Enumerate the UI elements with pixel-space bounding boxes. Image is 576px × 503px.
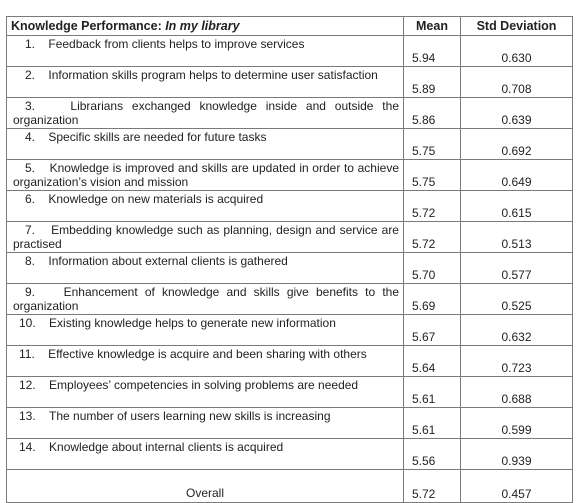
item-number: 7. — [25, 223, 36, 237]
item-text: The number of users learning new skills is increasing — [49, 409, 331, 423]
knowledge-performance-table — [6, 16, 573, 503]
item-number: 9. — [25, 285, 36, 299]
table-row — [7, 191, 573, 222]
item-text: Knowledge about internal clients is acquired — [49, 440, 284, 454]
item-text: Knowledge on new materials is acquired — [48, 192, 264, 206]
item-text: Effective knowledge is acquire and been sharing with others — [48, 347, 367, 361]
item-statement-text — [13, 68, 399, 82]
item-number: 8. — [25, 254, 36, 268]
item-std-deviation: 0.632 — [461, 315, 573, 346]
item-statement-text — [13, 161, 399, 189]
item-statement — [7, 408, 404, 439]
table-row — [7, 377, 573, 408]
item-text: Embedding knowledge such as planning, design and service are practised — [13, 223, 399, 251]
item-statement — [7, 315, 404, 346]
item-statement — [7, 67, 404, 98]
item-std-deviation: 0.630 — [461, 36, 573, 67]
item-std-deviation: 0.688 — [461, 377, 573, 408]
item-std-deviation: 0.692 — [461, 129, 573, 160]
table-row — [7, 160, 573, 191]
item-mean: 5.70 — [404, 253, 461, 284]
item-statement-text — [13, 254, 399, 268]
header-mean: Mean — [404, 17, 461, 36]
item-number: 6. — [25, 192, 36, 206]
item-statement — [7, 377, 404, 408]
item-mean: 5.89 — [404, 67, 461, 98]
item-statement — [7, 439, 404, 470]
item-std-deviation: 0.615 — [461, 191, 573, 222]
item-text: Librarians exchanged knowledge inside and outside the organization — [13, 99, 399, 127]
item-statement-text — [13, 130, 399, 144]
item-text: Specific skills are needed for future tasks — [48, 130, 267, 144]
item-number: 11. — [19, 347, 35, 361]
table-row — [7, 284, 573, 315]
item-number: 5. — [25, 161, 36, 175]
item-mean: 5.67 — [404, 315, 461, 346]
item-statement-text — [13, 378, 399, 392]
item-statement-text — [13, 99, 399, 127]
item-statement-text — [13, 192, 399, 206]
overall-row — [7, 470, 573, 503]
item-statement-text — [13, 285, 399, 313]
item-mean: 5.86 — [404, 98, 461, 129]
overall-std-deviation: 0.457 — [461, 470, 573, 503]
table-row — [7, 408, 573, 439]
item-std-deviation: 0.525 — [461, 284, 573, 315]
item-text: Feedback from clients helps to improve services — [48, 37, 305, 51]
table-row — [7, 222, 573, 253]
item-std-deviation: 0.723 — [461, 346, 573, 377]
item-statement-text — [13, 37, 399, 51]
item-statement — [7, 284, 404, 315]
item-mean: 5.94 — [404, 36, 461, 67]
item-mean: 5.61 — [404, 377, 461, 408]
item-std-deviation: 0.708 — [461, 67, 573, 98]
overall-mean: 5.72 — [404, 470, 461, 503]
item-std-deviation: 0.513 — [461, 222, 573, 253]
item-number: 2. — [25, 68, 36, 82]
table-row — [7, 253, 573, 284]
item-text: Enhancement of knowledge and skills give benefits to the organization — [13, 285, 400, 313]
item-number: 14. — [19, 440, 36, 454]
item-statement — [7, 36, 404, 67]
item-number: 1. — [25, 37, 36, 51]
table-row — [7, 98, 573, 129]
item-statement — [7, 191, 404, 222]
results-table-container — [6, 16, 573, 503]
item-mean: 5.61 — [404, 408, 461, 439]
item-number: 12. — [19, 378, 36, 392]
item-text: Existing knowledge helps to generate new information — [49, 316, 336, 330]
item-std-deviation: 0.577 — [461, 253, 573, 284]
header-std-deviation: Std Deviation — [461, 17, 573, 36]
table-row — [7, 315, 573, 346]
item-number: 3. — [25, 99, 36, 113]
item-statement-text — [13, 347, 399, 361]
item-mean: 5.75 — [404, 160, 461, 191]
item-std-deviation: 0.649 — [461, 160, 573, 191]
header-title-plain: Knowledge Performance: — [11, 19, 166, 33]
item-mean: 5.56 — [404, 439, 461, 470]
item-mean: 5.64 — [404, 346, 461, 377]
item-statement-text — [13, 409, 399, 423]
item-statement-text — [13, 223, 399, 251]
item-text: Employees’ competencies in solving problems are needed — [49, 378, 359, 392]
item-number: 13. — [19, 409, 36, 423]
table-row — [7, 439, 573, 470]
item-statement — [7, 98, 404, 129]
item-text: Information about external clients is gathered — [48, 254, 288, 268]
table-row — [7, 67, 573, 98]
table-row — [7, 36, 573, 67]
item-std-deviation: 0.599 — [461, 408, 573, 439]
header-knowledge-performance — [7, 17, 404, 36]
item-statement — [7, 129, 404, 160]
table-row — [7, 346, 573, 377]
item-text: Information skills program helps to determine user satisfaction — [48, 68, 378, 82]
item-mean: 5.69 — [404, 284, 461, 315]
header-title-italic: In my library — [165, 19, 240, 33]
item-statement-text — [13, 440, 399, 454]
item-mean: 5.72 — [404, 222, 461, 253]
item-number: 10. — [19, 316, 36, 330]
item-statement-text — [13, 316, 399, 330]
item-mean: 5.72 — [404, 191, 461, 222]
header-row — [7, 17, 573, 36]
item-std-deviation: 0.939 — [461, 439, 573, 470]
item-text: Knowledge is improved and skills are updated in order to achieve organization’s vision and mission — [13, 161, 399, 189]
item-statement — [7, 253, 404, 284]
item-std-deviation: 0.639 — [461, 98, 573, 129]
item-mean: 5.75 — [404, 129, 461, 160]
item-statement — [7, 346, 404, 377]
table-body — [7, 36, 573, 470]
table-row — [7, 129, 573, 160]
item-statement — [7, 222, 404, 253]
overall-label: Overall — [7, 470, 404, 503]
item-statement — [7, 160, 404, 191]
item-number: 4. — [25, 130, 36, 144]
